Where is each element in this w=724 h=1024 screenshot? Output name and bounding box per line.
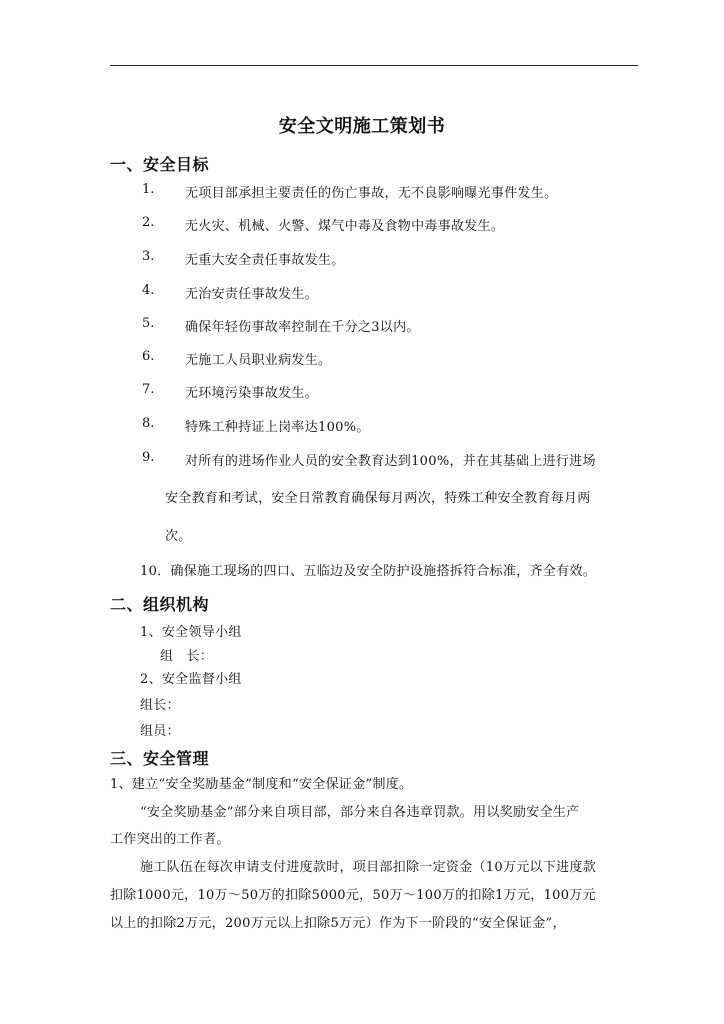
goal-item: 10．确保施工现场的四口、五临边及安全防护设施搭拆符合标准，齐全有效。 [140,564,597,579]
paragraph: 工作突出的工作者。 [110,832,230,847]
header-rule [110,65,638,66]
paragraph: 以上的扣除2万元，200万元以上扣除5万元）作为下一阶段的“安全保证金”， [110,916,566,931]
org-role-label: 组长： [140,698,180,713]
goal-number: 9. [142,450,155,465]
paragraph: 扣除1000元，10万～50万的扣除5000元，50万～100万的扣除1万元，100万元 [110,888,596,903]
goal-item-continuation: 安全教育和考试，安全日常教育确保每月两次，特殊工种安全教育每月两 [165,491,591,506]
paragraph: 施工队伍在每次申请支付进度款时，项目部扣除一定资金（10万元以下进度款 [140,860,597,875]
goal-number: 6. [142,349,155,364]
goal-item: 确保年轻伤事故率控制在千分之3以内。 [185,320,420,335]
goal-number: 5. [142,316,155,331]
goal-item: 无环境污染事故发生。 [185,386,319,401]
document-title: 安全文明施工策划书 [278,116,446,137]
goal-item: 无施工人员职业病发生。 [185,353,332,368]
goal-item: 无火灾、机械、火警、煤气中毒及食物中毒事故发生。 [185,219,505,234]
section-heading-safety-management: 三、安全管理 [110,749,210,768]
section-heading-safety-goals: 一、安全目标 [110,155,210,174]
goal-item: 特殊工种持证上岗率达100%。 [185,420,370,435]
goal-item-continuation: 次。 [165,529,192,544]
goal-number: 7. [142,382,155,397]
goal-item: 无项目部承担主要责任的伤亡事故，无不良影响曝光事件发生。 [185,186,558,201]
paragraph: “安全奖励基金”部分来自项目部，部分来自各违章罚款。用以奖励安全生产 [140,805,580,820]
goal-number: 4. [142,283,155,298]
org-subgroup-title: 1、安全领导小组 [140,625,242,640]
goal-number: 3. [142,249,155,264]
org-role-label: 组员： [140,724,180,739]
goal-number: 2. [142,215,155,230]
paragraph: 1、建立“安全奖励基金”制度和“安全保证金”制度。 [110,777,413,792]
goal-number: 1. [142,182,155,197]
goal-item: 对所有的进场作业人员的安全教育达到100%，并在其基础上进行进场 [185,454,596,469]
goal-number: 8. [142,416,155,431]
goal-item: 无治安责任事故发生。 [185,287,319,302]
section-heading-organization: 二、组织机构 [110,595,210,614]
org-subgroup-title: 2、安全监督小组 [140,672,242,687]
org-role-label: 组 长： [160,649,214,664]
goal-item: 无重大安全责任事故发生。 [185,253,345,268]
